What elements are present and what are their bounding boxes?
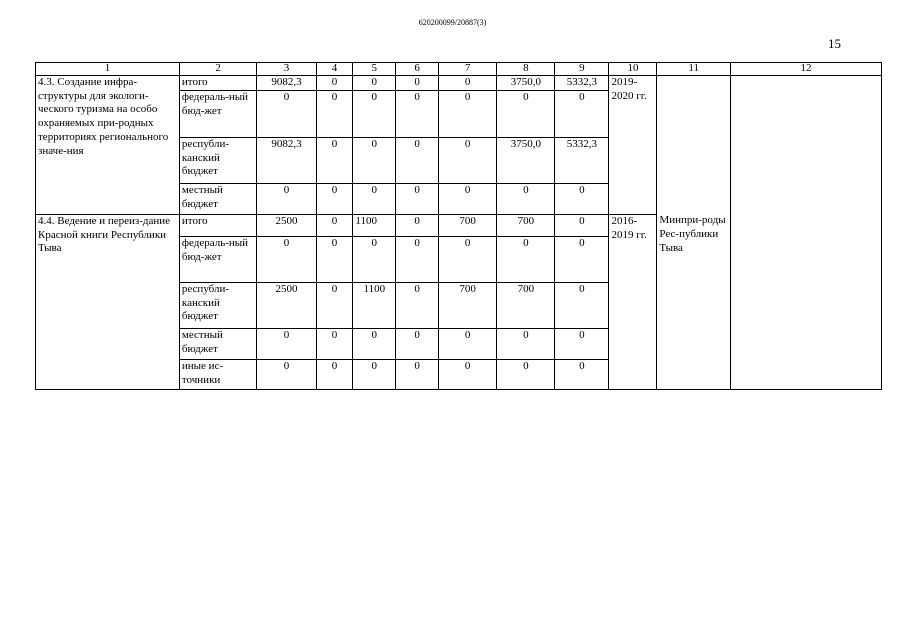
amount-cell: 1100 [353,282,396,328]
amount-cell: 0 [555,236,609,282]
amount-cell: 0 [316,75,353,90]
amount-cell: 0 [316,359,353,389]
amount-cell: 0 [316,236,353,282]
amount-cell: 0 [497,236,555,282]
amount-cell: 2500 [257,282,316,328]
amount-cell: 0 [439,183,497,214]
item-title: 4.3. Создание инфра-структуры для экологи-ческого туризма на особо охраняемых при-родных территориях регионального значе-ния [36,75,180,214]
amount-cell: 2500 [257,214,316,236]
amount-cell: 0 [497,183,555,214]
amount-cell: 0 [396,183,439,214]
funding-source: итого [179,75,257,90]
column-number: 6 [396,63,439,76]
amount-cell: 0 [257,236,316,282]
funding-source: местный бюджет [179,328,257,359]
amount-cell: 3750,0 [497,75,555,90]
amount-cell: 0 [439,90,497,137]
amount-cell: 0 [555,328,609,359]
funding-source: федераль-ный бюд-жет [179,90,257,137]
column-number: 3 [257,63,316,76]
amount-cell: 0 [257,359,316,389]
amount-cell: 0 [257,328,316,359]
column-number: 4 [316,63,353,76]
amount-cell: 0 [316,137,353,183]
amount-cell: 0 [396,75,439,90]
amount-cell: 0 [439,75,497,90]
amount-cell: 0 [396,328,439,359]
column-number: 12 [730,63,881,76]
amount-cell: 0 [555,282,609,328]
period-cell: 2016-2019 гг. [609,214,657,389]
amount-cell: 0 [353,183,396,214]
amount-cell: 0 [316,214,353,236]
amount-cell: 0 [257,90,316,137]
amount-cell: 0 [396,137,439,183]
amount-cell: 5332,3 [555,137,609,183]
amount-cell: 0 [353,75,396,90]
amount-cell: 0 [353,236,396,282]
responsible-cell: Минпри-роды Рес-публики Тыва [657,214,730,389]
amount-cell: 0 [316,183,353,214]
amount-cell: 0 [555,359,609,389]
document-id: 620200099/20887(3) [418,18,487,27]
amount-cell: 9082,3 [257,75,316,90]
amount-cell: 0 [316,282,353,328]
column-number: 8 [497,63,555,76]
amount-cell: 0 [439,328,497,359]
amount-cell: 700 [497,282,555,328]
column-number-row [36,63,882,76]
item-title: 4.4. Ведение и переиз-дание Красной книги Республики Тыва [36,214,180,389]
amount-cell: 0 [396,214,439,236]
table-row [36,75,882,90]
amount-cell: 3750,0 [497,137,555,183]
amount-cell: 9082,3 [257,137,316,183]
amount-cell: 700 [497,214,555,236]
amount-cell: 0 [396,359,439,389]
amount-cell: 5332,3 [555,75,609,90]
amount-cell: 0 [497,359,555,389]
funding-source: иные ис-точники [179,359,257,389]
column-number: 9 [555,63,609,76]
amount-cell: 0 [353,328,396,359]
funding-source: местный бюджет [179,183,257,214]
column-number: 5 [353,63,396,76]
period-cell: 2019-2020 гг. [609,75,657,214]
amount-cell: 0 [257,183,316,214]
funding-source: итого [179,214,257,236]
page-number: 15 [828,36,841,51]
amount-cell: 0 [396,236,439,282]
amount-cell: 0 [555,183,609,214]
column-number: 11 [657,63,730,76]
amount-cell: 0 [555,214,609,236]
amount-cell: 700 [439,282,497,328]
amount-cell: 0 [316,328,353,359]
amount-cell: 0 [439,137,497,183]
column-number: 10 [609,63,657,76]
column-12-cell [730,75,881,389]
responsible-cell [657,75,730,214]
funding-source: федераль-ный бюд-жет [179,236,257,282]
amount-cell: 700 [439,214,497,236]
funding-table [35,62,882,390]
amount-cell: 0 [497,328,555,359]
amount-cell: 0 [353,90,396,137]
amount-cell: 0 [555,90,609,137]
column-number: 1 [36,63,180,76]
amount-cell: 0 [439,236,497,282]
funding-source: республи-канский бюджет [179,282,257,328]
amount-cell: 0 [353,359,396,389]
amount-cell: 0 [316,90,353,137]
funding-source: республи-канский бюджет [179,137,257,183]
amount-cell: 0 [396,90,439,137]
column-number: 7 [439,63,497,76]
amount-cell: 0 [353,137,396,183]
amount-cell: 0 [439,359,497,389]
amount-cell: 1100 [353,214,396,236]
amount-cell: 0 [497,90,555,137]
column-number: 2 [179,63,257,76]
amount-cell: 0 [396,282,439,328]
